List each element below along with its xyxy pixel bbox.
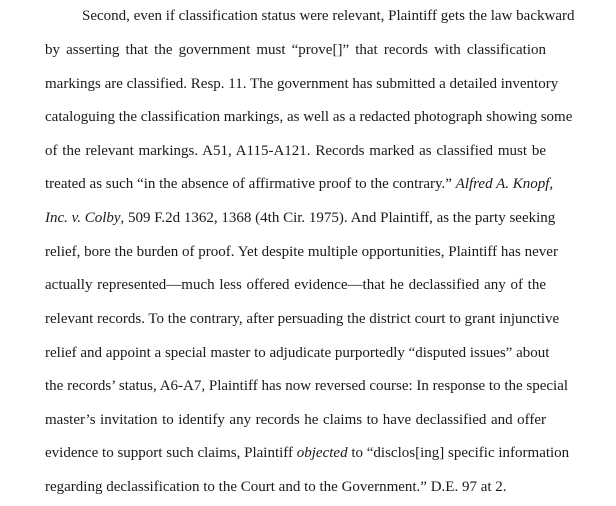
paragraph-line xyxy=(45,175,554,193)
line-text: to “disclos[ing] specific information xyxy=(347,445,570,461)
line-text: Second, even if classification status were relevant, Plaintiff gets the law backward xyxy=(82,8,575,24)
case-citation-italic: Alfred A. Knopf, xyxy=(455,176,554,192)
line-text: regarding declassification to the Court and to the Government.” D.E. 97 at 2. xyxy=(45,479,507,495)
paragraph-line xyxy=(45,108,573,126)
paragraph-line xyxy=(82,7,575,25)
line-text: of the relevant markings. A51, A115-A121. Records marked as classified must be xyxy=(45,143,546,159)
line-text: relief, bore the burden of proof. Yet despite multiple opportunities, Plaintiff has never xyxy=(45,244,558,260)
paragraph-line xyxy=(45,310,560,328)
line-text: by asserting that the government must “prove[]” that records with classification xyxy=(45,42,546,58)
line-text: the records’ status, A6-A7, Plaintiff has now reversed course: In response to the special xyxy=(45,378,569,394)
paragraph-line xyxy=(45,142,546,160)
line-text: treated as such “in the absence of affirmative proof to the contrary.” xyxy=(45,176,456,192)
paragraph-line xyxy=(45,444,570,462)
paragraph-line xyxy=(45,243,558,261)
paragraph-line xyxy=(45,276,546,294)
line-text: relief and appoint a special master to adjudicate purportedly “disputed issues” about xyxy=(45,345,550,361)
line-text: evidence to support such claims, Plaintiff xyxy=(45,445,297,461)
case-citation-italic: Inc. v. Colby xyxy=(45,210,121,226)
line-text: cataloguing the classification markings, as well as a redacted photograph showing some xyxy=(45,109,573,125)
line-text: , 509 F.2d 1362, 1368 (4th Cir. 1975). And Plaintiff, as the party seeking xyxy=(120,210,556,226)
paragraph-line xyxy=(45,411,546,429)
emphasis-italic: objected xyxy=(296,445,348,461)
line-text: markings are classified. Resp. 11. The government has submitted a detailed inventory xyxy=(45,76,559,92)
paragraph-line xyxy=(45,75,559,93)
paragraph-line-last xyxy=(45,478,546,496)
line-text: actually represented—much less offered evidence—that he declassified any of the xyxy=(45,277,546,293)
paragraph-line xyxy=(45,209,556,227)
paragraph-line xyxy=(45,41,546,59)
paragraph-line xyxy=(45,344,550,362)
paragraph-line xyxy=(45,377,569,395)
line-text: master’s invitation to identify any records he claims to have declassified and offer xyxy=(45,412,546,428)
line-text: relevant records. To the contrary, after persuading the district court to grant injunctive xyxy=(45,311,560,327)
